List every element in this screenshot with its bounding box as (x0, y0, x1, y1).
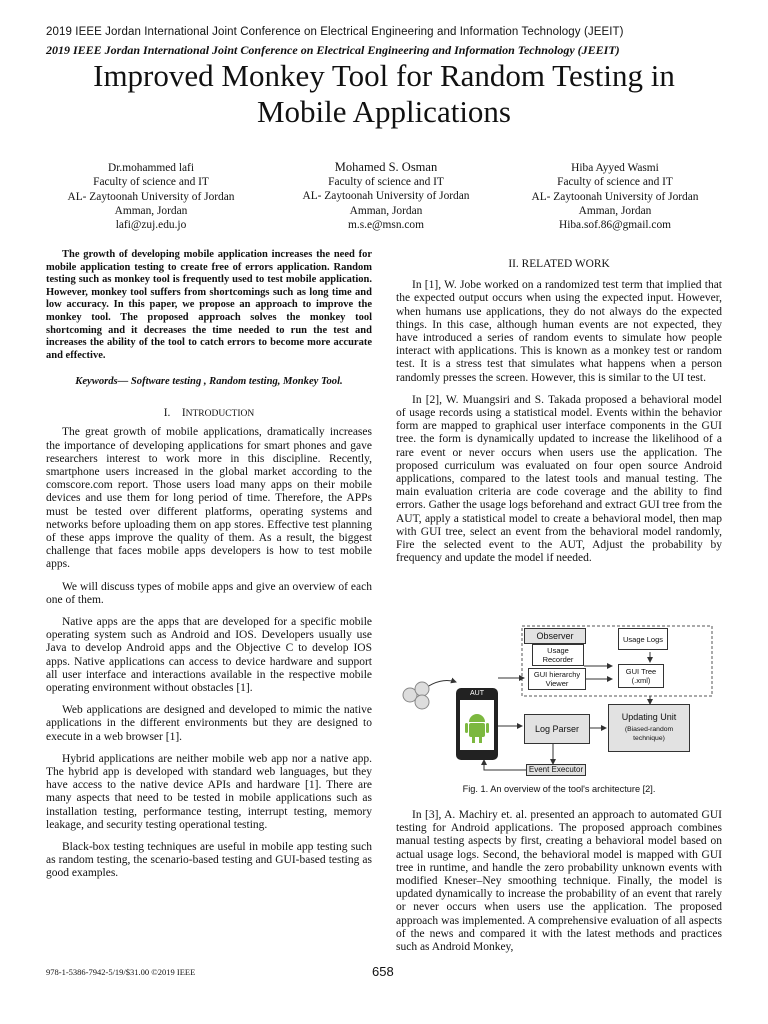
title-line-1: Improved Monkey Tool for Random Testing in (93, 58, 675, 93)
author-email: m.s.e@msn.com (348, 218, 424, 231)
author-email: lafi@zuj.edu.jo (115, 219, 187, 232)
log-parser-box: Log Parser (524, 714, 590, 744)
author-email: Hiba.sof.86@gmail.com (558, 219, 672, 232)
author-city: Amman, Jordan (578, 204, 652, 217)
paragraph: Native apps are the apps that are developed for a specific mobile operating system such as Android and IOS. Developers usually use Java to develop Android apps and the Objective C to develop IOS apps. Native applications can access to device hardware and support all user interface and interactions available in the respective mobile operating environment without obstacles [1]. (46, 615, 372, 694)
author-univ: AL- Zaytoonah University of Jordan (302, 190, 470, 203)
architecture-figure (398, 618, 724, 774)
author-city: Amman, Jordan (349, 204, 423, 217)
author-block-2 (281, 159, 491, 232)
author-city: Amman, Jordan (114, 204, 188, 217)
paragraph: In [1], W. Jobe worked on a randomized test term that implied that the expected output occurs when using the expected input. However, when humans use applications, they do not always do the expected things. In this case, although human events are not expected, they have introduced a series of random events to simulate how people interact with applications. This is known as a monkey test or random test. It is a stress test that simulates what happens when a person randomly presses the screen. However, this is similar to the UI test. (396, 279, 722, 384)
intro-body (46, 426, 372, 880)
author-name: Hiba Ayyed Wasmi (571, 162, 659, 174)
updating-unit-note: (Biased-random technique) (624, 726, 674, 742)
updating-unit-box (608, 704, 690, 752)
updating-unit-label: Updating Unit (621, 712, 677, 722)
gui-tree-box: GUI Tree (.xml) (618, 664, 664, 688)
title-line-2: Mobile Applications (256, 94, 511, 129)
usage-logs-box: Usage Logs (618, 628, 668, 650)
aut-phone (456, 688, 498, 760)
page-number: 658 (372, 964, 394, 979)
conference-header-plain: 2019 IEEE Jordan International Joint Conference on Electrical Engineering and Information Technology (JEEIT) (46, 26, 624, 38)
author-dept: Faculty of science and IT (328, 176, 444, 188)
author-name: Mohamed S. Osman (334, 160, 438, 174)
paragraph: The great growth of mobile applications, dramatically increases the importance of developing applications for smart phones and gave researchers interest to work more in this discipline. Recently, smartphone users increased in the global market according to the comscore.com report. Those users load many apps on their mobile devices and use them for long period of time. Therefore, the APPs must be tested over different platforms, operating systems and networks before uploading them on app stores. Effective test planning of these apps improve the quality of them. As a result, the biggest challenge that faces mobile apps developers is how to test mobile apps. (46, 426, 372, 571)
paragraph: Web applications are designed and developed to mimic the native applications in the different environments but they are designed to execute in a web browser [1]. (46, 704, 372, 743)
author-name: Dr.mohammed lafi (107, 162, 195, 174)
paragraph: In [3], A. Machiry et. al. presented an approach to automated GUI testing for Android applications. The proposed approach combines manual testing aspects by first, creating a behavioral model based on actual usage logs. Second, the behavioral model is mapped with GUI tree in runtime, and handle the zero probability unknown events with modified Kneser–Ney smoothing technique. Finally, the model is updated dynamically to increase the probability of an event that rarely or never occurs when users use the application. The proposed approach was implemented. A comprehensive evaluation of all aspects of the news and compared it with the latest methods and practices such as Android Monkey, (396, 809, 722, 954)
conference-header-italic: 2019 IEEE Jordan International Joint Conference on Electrical Engineering and Information Technology (JEEIT) (46, 43, 620, 57)
author-univ: AL- Zaytoonah University of Jordan (67, 190, 235, 203)
android-icon (460, 700, 494, 750)
gui-viewer-box: GUI hierarchy Viewer (528, 668, 586, 690)
copyright-notice: 978-1-5386-7942-5/19/$31.00 ©2019 IEEE (46, 967, 196, 977)
left-column (46, 249, 372, 890)
figure-caption: Fig. 1. An overview of the tool's architecture [2]. (462, 784, 656, 794)
aut-label: AUT (470, 690, 484, 697)
keywords: Keywords— Software testing , Random testing, Monkey Tool. (75, 376, 343, 388)
paragraph: Black-box testing techniques are useful in mobile app testing such as random testing, the scenario-based testing and GUI-based testing as good examples. (46, 841, 372, 880)
right-column-bottom (396, 809, 722, 963)
author-block-1 (46, 161, 256, 232)
author-dept: Faculty of science and IT (557, 176, 673, 189)
right-column-top (396, 258, 722, 574)
section-number: I. (163, 407, 171, 420)
phone-screen (460, 700, 494, 750)
section-heading-related-work: II. RELATED WORK (508, 258, 610, 270)
usage-recorder-box: Usage Recorder (532, 644, 584, 666)
author-univ: AL- Zaytoonah University of Jordan (531, 190, 699, 203)
paragraph: Hybrid applications are neither mobile web app nor a native app. The hybrid app is developed with standard web languages, but they have access to the native device APIs and hardware [1]. There are many aspects that need to be tested in mobile applications such as installation testing, performance testing, interrupt testing, memory leakage, and security testing operational testing. (46, 752, 372, 831)
author-dept: Faculty of science and IT (93, 176, 209, 189)
section-heading-introduction (46, 407, 372, 419)
author-block-3 (510, 161, 720, 232)
observer-box: Observer (524, 628, 586, 644)
section-cap: I (181, 407, 186, 420)
paper-title (0, 58, 768, 130)
abstract: The growth of developing mobile application increases the need for mobile application testing to create free of errors application. Random testing such as monkey tool is frequently used to test mobile application. However, monkey tool suffers from shortcomings such as long time and low accuracy. In this paper, we propose an approach to improve the monkey tool. The proposed approach solves the monkey tool shortcoming and it decreases the time needed to run the test and increases the ability of the tool to catch errors to become more accurate and effective. (46, 249, 372, 361)
section-rest: NTRODUCTION (185, 409, 255, 420)
event-executor-box: Event Executor (526, 764, 586, 776)
paragraph: In [2], W. Muangsiri and S. Takada proposed a behavioral model of usage records using a statistical model. Events within the behavior form are mapped to graphical user interface components in the GUI tree. the form is dynamically updated to increase the likelihood of a rare event or never occurs when users use the application. The proposed curriculum was evaluated on four open source Android applications, compared to the latest tools and manual testing. The main evaluation criteria are code coverage and the ability to find errors. Gather the usage logs beforehand and extract GUI tree from the AUT, apply a statistical model to create a behavioral model, then map with GUI tree, select an event from the behavioral model randomly, Fire the selected event to the AUT, Adjust the probability by frequency and update the model if needed. (396, 393, 722, 565)
paragraph: We will discuss types of mobile apps and give an overview of each one of them. (46, 580, 372, 606)
